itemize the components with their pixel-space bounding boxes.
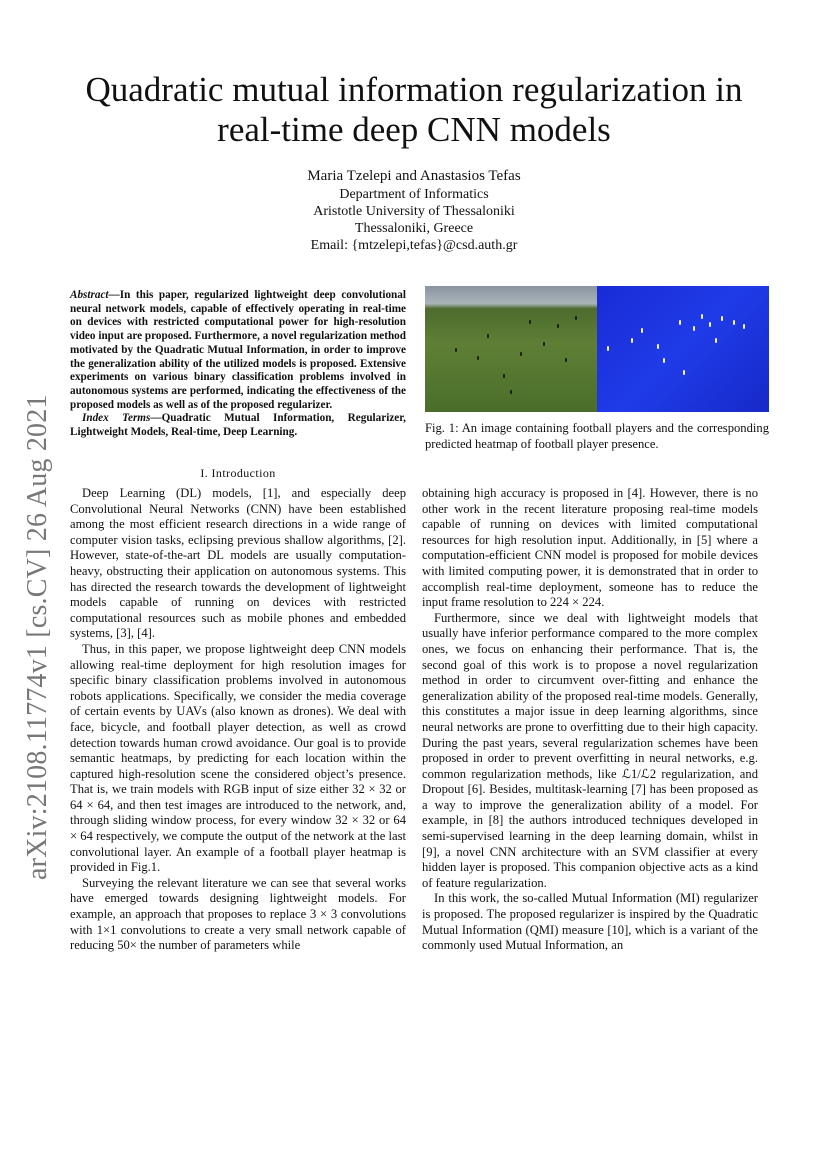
abstract <box>70 289 406 440</box>
football-image <box>425 286 597 412</box>
figure-1-caption: Fig. 1: An image containing football players and the corresponding predicted heatmap of football player presence. <box>425 421 769 451</box>
right-paragraph-3: In this work, the so-called Mutual Information (MI) regularizer is proposed. The proposed regularizer is inspired by the Quadratic Mutual Information (QMI) measure [10], which is a variant of the commonly used Mutual Information, an <box>422 891 758 953</box>
right-paragraph-2: Furthermore, since we deal with lightweight models that usually have inferior performance compared to the more complex ones, we focus on enhancing their performance. That is, the second goal of this work is to propose a novel regularization method in order to circumvent over-fitting and enhance the generalization ability of the proposed real-time models. Generally, this constitutes a major issue in deep learning algorithms, since neural networks are prone to overfitting due to their high capacity. During the past years, several regularization schemes have been proposed in order to prevent overfitting in neural networks, e.g. common regularization methods, like ℒ1/ℒ2 regularization, and Dropout [6]. Besides, multitask-learning [7] has been proposed as a way to improve the generalization ability of a model. For example, in [8] the authors introduced techniques developed in semi-supervised learning in the deep learning domain, whilst in [9], a novel CNN architecture with an SVM classifier at every hidden layer is proposed. This companion objective acts as a kind of feature regularization. <box>422 610 758 890</box>
left-paragraph-2: Thus, in this paper, we propose lightweight deep CNN models allowing real-time deployment for high resolution images for specific binary classification problems involved in autonomous robots applications. Specifically, we consider the media coverage of certain events by UAVs (also known as drones). We deal with face, bicycle, and football player detection, as well as crowd detection towards human crowd avoidance. Our goal is to provide semantic heatmaps, by predicting for each location within the captured high-resolution scene the considered object’s presence. That is, we train models with RGB input of size either 32 × 32 or 64 × 64, and then test images are introduced to the network, and, through sliding window process, for every window 32 × 32 or 64 × 64 respectively, we compute the output of the network at the last convolutional layer. An example of a football player heatmap is provided in Fig.1. <box>70 641 406 875</box>
figure-1 <box>425 286 769 412</box>
author-dept: Department of Informatics <box>339 187 489 202</box>
heatmap-image <box>597 286 769 412</box>
title-line-1: Quadratic mutual information regularization in <box>85 70 743 109</box>
author-email: Email: {mtzelepi,tefas}@csd.auth.gr <box>310 238 518 253</box>
index-terms-text: —Quadratic Mutual Information, Regularizer, Lightweight Models, Real-time, Deep Learning. <box>70 412 406 439</box>
abstract-lead: Abstract <box>70 289 109 301</box>
author-university: Aristotle University of Thessaloniki <box>313 204 515 219</box>
right-paragraph-1: obtaining high accuracy is proposed in [4]. However, there is no other work in the recent literature proposing real-time models capable of running on devices with limited computational resources for high resolution input. Additionally, in [5] where a computation-efficient CNN model is proposed for mobile devices with limited computing power, it is demonstrated that in order to accomplish real-time deployment, someone has to reduce the input frame resolution to 224 × 224. <box>422 486 758 610</box>
author-city: Thessaloniki, Greece <box>354 221 474 236</box>
author-names: Maria Tzelepi and Anastasios Tefas <box>307 168 521 184</box>
paper-title <box>60 70 768 150</box>
left-paragraph-3: Surveying the relevant literature we can see that several works have emerged towards designing lightweight models. For example, an approach that proposes to replace 3 × 3 convolutions with 1×1 convolutions to create a very small network capable of reducing 50× the number of parameters while <box>70 875 406 953</box>
index-terms-lead: Index Terms <box>82 412 151 425</box>
title-line-2: real-time deep CNN models <box>217 110 611 149</box>
right-column-body <box>422 486 758 954</box>
author-block <box>214 168 614 254</box>
arxiv-stamp: arXiv:2108.11774v1 [cs.CV] 26 Aug 2021 <box>22 394 53 880</box>
left-paragraph-1: Deep Learning (DL) models, [1], and especially deep Convolutional Neural Networks (CNN) have been established among the most efficient research directions in a wide range of computer vision tasks, eclipsing previous shallow algorithms, [2]. However, state-of-the-art DL models are usually computation-heavy, obstructing their application on autonomous systems. This has directed the research towards the development of lightweight models capable of running on devices with restricted computational resources such as mobile phones and embedded systems, [3], [4]. <box>70 486 406 641</box>
section-heading: I. Introduction <box>200 466 276 480</box>
left-column-body <box>70 486 406 954</box>
abstract-text: —In this paper, regularized lightweight deep convolutional neural network models, capable of effectively operating in real-time on devices with restricted computational power for high-resolution video input are proposed. Furthermore, a novel regularization method motivated by the Quadratic Mutual Information, in order to improve the generalization ability of the utilized models is proposed. Extensive experiments on various binary classification problems involved in autonomous systems are performed, indicating the effectiveness of the proposed models as well as of the proposed regularizer. <box>70 289 406 411</box>
